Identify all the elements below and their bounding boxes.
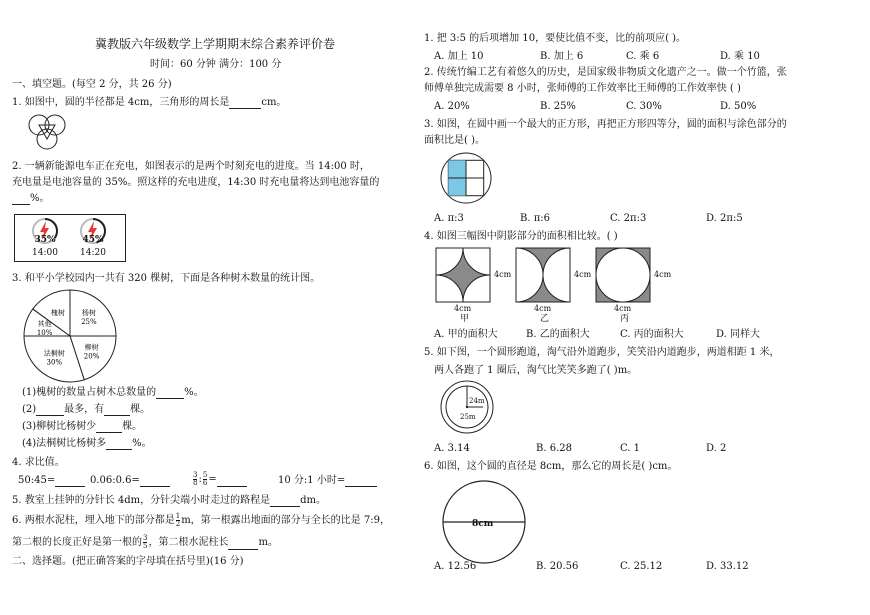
answer-blank[interactable] — [229, 97, 261, 109]
q-text: ，第二根水泥柱长 — [148, 537, 229, 548]
dim-bottom: 4cm — [614, 304, 632, 313]
question-1-2-line3 — [12, 192, 50, 205]
option-b[interactable]: B. 25% — [540, 101, 576, 112]
charge-percent: 35% — [34, 235, 56, 245]
question-2-2-line2: 师傅单独完成需要 8 小时，张师傅的工作效率比王师傅的工作效率快 ( ) — [424, 83, 741, 94]
option-a[interactable]: A. 12.56 — [434, 561, 477, 572]
question-2-3-line1: 3. 如图，在圆中画一个最大的正方形，再把正方形四等分，圆的面积与涂色部分的 — [424, 119, 787, 130]
section2-title: 二、选择题。(把正确答案的字母填在括号里)(16 分) — [12, 556, 244, 567]
q-text: = — [208, 474, 217, 485]
ratio-a — [18, 474, 85, 487]
q-unit: dm。 — [300, 495, 327, 506]
question-2-1: 1. 把 3:5 的后项增加 10，要使比值不变，比的前项应( )。 — [424, 33, 687, 44]
dim-bottom: 4cm — [534, 304, 552, 313]
question-1-3-sub1 — [22, 386, 204, 399]
answer-blank[interactable] — [55, 475, 85, 487]
question-1-3-sub2 — [22, 403, 150, 416]
option-c[interactable]: C. 25.12 — [620, 561, 663, 572]
answer-blank[interactable] — [36, 404, 64, 416]
pie-label-percent: 10% — [36, 328, 53, 337]
option-c[interactable]: C. 30% — [626, 101, 662, 112]
option-c[interactable]: C. 乘 6 — [626, 51, 660, 62]
radius-label-outer: 24m — [469, 397, 485, 405]
question-2-5-line2: 两人各跑了 1 圈后，淘气比笑笑多跑了( )m。 — [434, 365, 638, 376]
charge-time: 14:20 — [80, 248, 106, 258]
dim-side: 4cm — [654, 270, 672, 279]
answer-blank[interactable] — [12, 193, 30, 205]
ratio-c — [192, 472, 247, 487]
circle-square-figure — [440, 152, 492, 204]
pie-label-name: 其他 — [37, 319, 52, 328]
q-text: 6. 两根水泥柱，埋入地下的部分都是 — [12, 515, 175, 526]
question-2-4: 4. 如图三幅图中阴影部分的面积相比较。( ) — [424, 231, 618, 242]
tree-pie-chart — [22, 288, 118, 384]
q-text: 10 分:1 小时= — [278, 475, 346, 486]
three-circles-figure — [22, 110, 72, 154]
question-1-4: 4. 求比值。 — [12, 457, 65, 468]
q-text: 第二根的长度正好是第一根的 — [12, 537, 142, 548]
question-2-2-line1: 2. 传统竹编工艺有着悠久的历史，是国家级非物质文化遗产之一。做一个竹篮，张 — [424, 67, 787, 78]
diameter-label: 8cm — [472, 519, 494, 529]
answer-blank[interactable] — [104, 404, 130, 416]
figure-label-bing: 丙 — [620, 314, 630, 324]
q-unit: %。 — [30, 193, 50, 204]
q-text: (1)槐树的数量占树木总数量的 — [22, 387, 157, 398]
question-2-5-line1: 5. 如下图，一个圆形跑道，淘气沿外道跑步，笑笑沿内道跑步，两道相距 1 米， — [424, 347, 780, 358]
radius-label-inner: 25m — [460, 413, 476, 421]
dim-side: 4cm — [494, 270, 512, 279]
q-text: m，第一根露出地面的部分与全长的比是 7:9， — [181, 515, 390, 526]
option-c[interactable]: C. 丙的面积大 — [620, 329, 684, 340]
option-c[interactable]: C. 1 — [620, 443, 641, 454]
exam-title: 冀教版六年级数学上学期期末综合素养评价卷 — [95, 37, 336, 51]
pie-label-percent: 20% — [83, 352, 100, 361]
option-c[interactable]: C. 2π:3 — [610, 213, 647, 224]
question-1-3-sub3 — [22, 420, 142, 433]
option-d[interactable]: D. 乘 10 — [720, 51, 760, 62]
ratio-b — [90, 474, 170, 487]
answer-blank[interactable] — [140, 475, 170, 487]
option-d[interactable]: D. 33.12 — [706, 561, 749, 572]
option-b[interactable]: B. 20.56 — [536, 561, 579, 572]
answer-blank[interactable] — [106, 438, 132, 450]
question-1-2-line1: 2. 一辆新能源电车正在充电，如图表示的是两个时刻充电的进度。当 14:00 时， — [12, 161, 370, 172]
q-text: : — [198, 474, 202, 485]
shape-jia-figure — [436, 248, 496, 304]
track-rings-figure — [440, 380, 494, 434]
fraction: $\frac{3}{8}$ — [193, 471, 198, 487]
q-text: (4)法桐树比杨树多 — [22, 438, 107, 449]
battery-figure — [14, 214, 126, 262]
exam-subtitle: 时间：60 分钟 满分：100 分 — [150, 59, 282, 70]
option-b[interactable]: B. 6.28 — [536, 443, 572, 454]
answer-blank[interactable] — [217, 475, 247, 487]
option-d[interactable]: D. 同样大 — [716, 329, 761, 340]
answer-blank[interactable] — [270, 495, 300, 507]
ratio-d — [278, 474, 377, 487]
fraction: $\frac{1}{2}$ — [175, 512, 181, 528]
answer-blank[interactable] — [228, 538, 258, 550]
figure-label-yi: 乙 — [540, 314, 550, 324]
q-text: (2) — [22, 404, 37, 415]
pie-label-percent: 30% — [46, 358, 63, 367]
question-1-3-sub4 — [22, 437, 152, 450]
pie-label-name: 法桐树 — [43, 349, 65, 358]
pie-label-name: 柳树 — [84, 343, 99, 352]
option-b[interactable]: B. π:6 — [520, 213, 551, 224]
shape-yi-figure — [516, 248, 576, 304]
option-a[interactable]: A. 加上 10 — [434, 51, 484, 62]
q-unit: m。 — [258, 537, 278, 548]
q-unit: 棵。 — [130, 404, 151, 415]
option-a[interactable]: A. π:3 — [434, 213, 464, 224]
section1-title: 一、填空题。(每空 2 分，共 26 分) — [12, 79, 172, 90]
pie-label-name: 杨树 — [81, 309, 96, 318]
charge-time: 14:00 — [32, 248, 58, 258]
dim-bottom: 4cm — [454, 304, 472, 313]
q-text: 5. 教室上挂钟的分针长 4dm，分针尖端小时走过的路程是 — [12, 495, 271, 506]
fraction: $\frac{3}{5}$ — [143, 534, 148, 550]
dim-side: 4cm — [574, 270, 592, 279]
q-text: 50:45= — [18, 475, 56, 486]
q-text: 0.06:0.6= — [90, 475, 140, 486]
q-text: (3)柳树比杨树少 — [22, 421, 97, 432]
question-2-6: 6. 如图，这个圆的直径是 8cm，那么它的周长是( )cm。 — [424, 461, 678, 472]
q-unit: %。 — [184, 387, 204, 398]
question-1-1 — [12, 96, 286, 109]
q-text: 1. 如图中，圆的半径都是 4cm，三角形的周长是 — [12, 97, 230, 108]
fraction: $\frac{5}{6}$ — [202, 471, 208, 487]
charge-percent: 45% — [82, 235, 104, 245]
shaded-square-part — [448, 178, 466, 196]
answer-blank[interactable] — [96, 421, 122, 433]
answer-blank[interactable] — [345, 475, 377, 487]
q-unit: cm。 — [261, 97, 287, 108]
option-a[interactable]: A. 甲的面积大 — [434, 329, 498, 340]
pie-label-name: 槐树 — [50, 309, 65, 318]
option-d[interactable]: D. 50% — [720, 101, 757, 112]
option-a[interactable]: A. 20% — [434, 101, 470, 112]
option-d[interactable]: D. 2 — [706, 443, 727, 454]
shaded-square-part — [448, 160, 466, 178]
question-1-6-line1 — [12, 513, 390, 528]
question-1-6-line2 — [12, 535, 278, 550]
option-d[interactable]: D. 2π:5 — [706, 213, 743, 224]
pie-label-percent: 25% — [81, 318, 97, 327]
question-2-3-line2: 面积比是( )。 — [424, 135, 485, 146]
question-1-2-line2: 充电量是电池容量的 35%。照这样的充电进度，14:30 时充电量将达到电池容量的 — [12, 177, 380, 188]
option-b[interactable]: B. 加上 6 — [540, 51, 584, 62]
q-text: 最多，有 — [64, 404, 105, 415]
q-unit: 棵。 — [122, 421, 143, 432]
shape-bing-figure — [596, 248, 656, 304]
option-b[interactable]: B. 乙的面积大 — [526, 329, 590, 340]
answer-blank[interactable] — [156, 387, 184, 399]
figure-label-jia: 甲 — [460, 314, 470, 324]
question-1-3: 3. 和平小学校园内一共有 320 棵树，下面是各种树木数量的统计图。 — [12, 273, 321, 284]
option-a[interactable]: A. 3.14 — [434, 443, 470, 454]
q-unit: %。 — [132, 438, 152, 449]
question-1-5 — [12, 494, 326, 507]
